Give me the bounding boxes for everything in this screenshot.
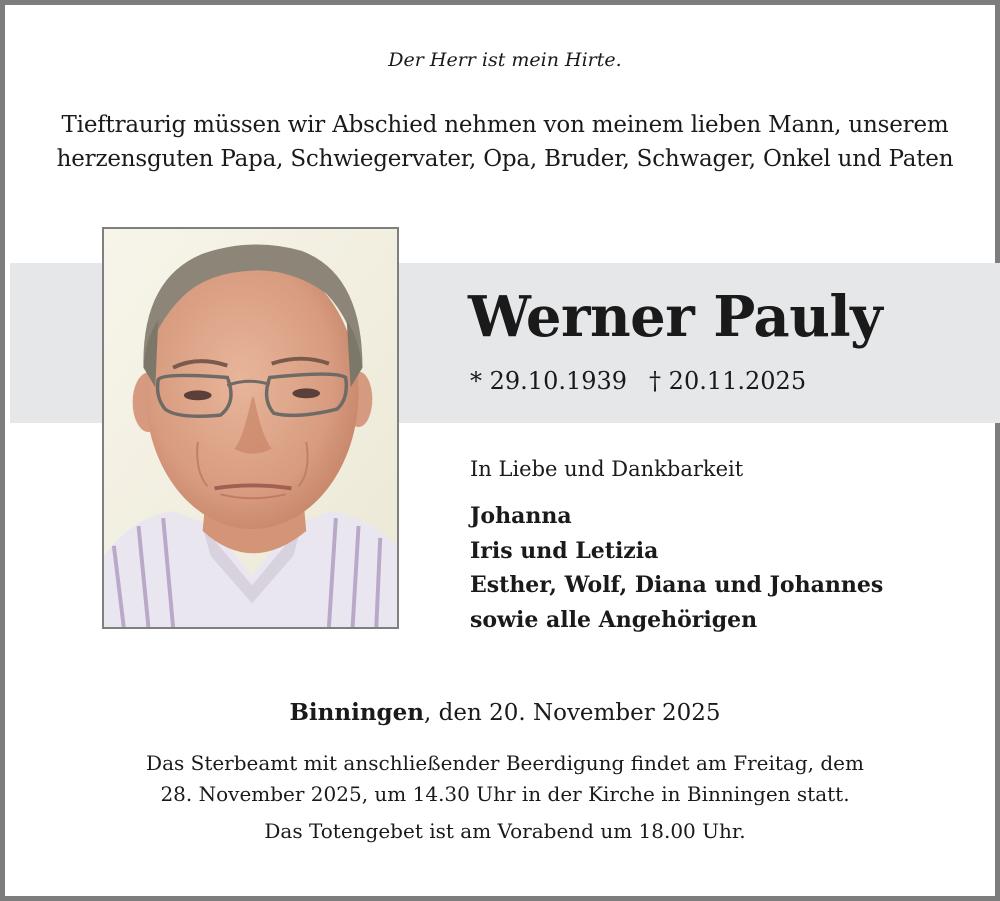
- service-line-1: Das Sterbeamt mit anschließender Beerdigung findet am Freitag, dem: [146, 751, 864, 775]
- mourner-line: Iris und Letizia: [470, 537, 659, 564]
- mourner-line: sowie alle Angehörigen: [470, 606, 758, 633]
- mourners-list: [470, 499, 883, 637]
- intro-line-2: herzensguten Papa, Schwiegervater, Opa, Bruder, Schwager, Onkel und Paten: [56, 146, 954, 172]
- mourner-line: Johanna: [470, 503, 572, 529]
- mourner-line: Esther, Wolf, Diana und Johannes: [470, 572, 884, 598]
- funeral-service-notice: [5, 748, 1000, 810]
- death-date: † 20.11.2025: [649, 367, 807, 395]
- place-name: Binningen: [289, 699, 424, 726]
- deceased-name: Werner Pauly: [468, 284, 883, 350]
- intro-text: [5, 108, 1000, 176]
- motto: Der Herr ist mein Hirte.: [388, 49, 622, 71]
- intro-line-1: Tieftraurig müssen wir Abschied nehmen von meinem lieben Mann, unserem: [61, 112, 949, 138]
- date-text: , den 20. November 2025: [424, 700, 721, 726]
- portrait-illustration: [104, 229, 397, 627]
- birth-date: * 29.10.1939: [470, 367, 628, 395]
- service-line-2: 28. November 2025, um 14.30 Uhr in der Kirche in Binningen statt.: [160, 782, 850, 806]
- vigil-notice: Das Totengebet ist am Vorabend um 18.00 Uhr.: [264, 819, 746, 843]
- place-and-date: [5, 699, 1000, 726]
- dedication: In Liebe und Dankbarkeit: [470, 457, 744, 481]
- portrait-photo: [102, 227, 399, 629]
- life-dates: [470, 367, 806, 395]
